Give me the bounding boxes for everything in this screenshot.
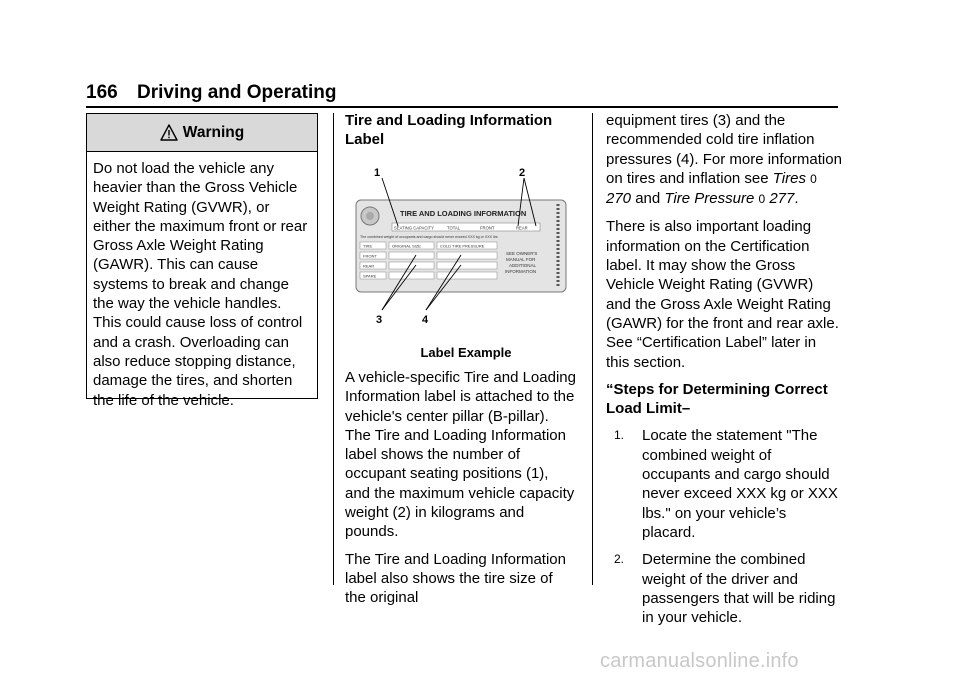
- warning-box: [86, 113, 318, 409]
- tires-page[interactable]: 270: [606, 190, 632, 208]
- list-item: [614, 426, 842, 542]
- warning-text: Do not load the vehicle any heavier than the Gross Vehicle Weight Rating (GVWR), or either the maximum front or rear Gross Axle Weight Rating (GAWR). This can cause systems to break and change the way the vehicle handles. This could cause loss of control and a crash. Overloading can also reduce stopping distance, damage the tires, and shorten the life of the vehicle.: [93, 160, 308, 409]
- page-header: [86, 82, 337, 104]
- tire-pressure-page[interactable]: 277: [769, 190, 795, 208]
- page-number: 166: [86, 82, 118, 103]
- callout-3: 3: [376, 314, 383, 326]
- sentence-period: .: [794, 190, 799, 208]
- column-separator-left: [333, 113, 334, 585]
- step-text: Determine the combined weight of the driver and passengers that will be riding in your vehicle.: [642, 551, 836, 627]
- list-item: [614, 550, 842, 627]
- right-paragraph-1-text: equipment tires (3) and the recommended cold tire inflation pressures (4). For more information on tires and inflation see: [606, 112, 842, 187]
- figure-col-tire: TIRE: [363, 243, 373, 249]
- tire-label-heading: Tire and Loading Information Label: [345, 112, 553, 149]
- tires-link[interactable]: Tires: [772, 169, 806, 187]
- warning-header: [87, 114, 317, 152]
- figure-see-owners-3: ADDITIONAL: [509, 263, 537, 268]
- figure-see-owners-1: SEE OWNER'S: [506, 251, 538, 256]
- step-text: Locate the statement "The combined weight of occupants and cargo should never exceed XXX kg or XXX lbs." on your vehicle’s placard.: [642, 427, 838, 541]
- figure-rear: REAR: [516, 225, 528, 231]
- figure-row-spare: SPARE: [363, 273, 377, 279]
- right-body: [606, 111, 842, 635]
- figure-row-front: FRONT: [363, 253, 377, 259]
- middle-paragraph-1: A vehicle-specific Tire and Loading Information label is attached to the vehicle's center pillar (B-pillar). The Tire and Loading Information label shows the number of occupant seating positions (1), and the maximum vehicle capacity weight (2) in kilograms and pounds.: [345, 369, 576, 541]
- figure-see-owners-4: INFORMATION: [505, 269, 537, 274]
- header-rule: [86, 106, 838, 108]
- callout-4: 4: [422, 314, 429, 326]
- step-number: 2.: [614, 552, 625, 567]
- column-separator-right: [592, 113, 593, 585]
- and-text: and: [631, 190, 665, 208]
- figure-row-rear: REAR: [363, 263, 375, 269]
- middle-body: [345, 368, 577, 616]
- right-paragraph-1: [606, 111, 842, 209]
- watermark: carmanualsonline.info: [600, 650, 799, 672]
- figure-caption: Label Example: [420, 345, 512, 360]
- section-title: Driving and Operating: [136, 82, 337, 103]
- figure-label-title: TIRE AND LOADING INFORMATION: [400, 209, 527, 218]
- figure-total: TOTAL: [447, 225, 461, 231]
- step-number: 1.: [614, 428, 625, 443]
- tires-ref-icon: 0: [810, 171, 817, 186]
- figure-col-cold-tire-pressure: COLD TIRE PRESSURE: [440, 243, 485, 249]
- tire-label-figure: [346, 160, 586, 340]
- callout-1: 1: [374, 167, 381, 179]
- middle-paragraph-2: The Tire and Loading Information label also shows the tire size of the original: [345, 550, 566, 607]
- steps-heading: “Steps for Determining Correct Load Limit–: [606, 380, 828, 418]
- right-paragraph-2: There is also important loading information on the Certification label. It may show the Gross Vehicle Weight Rating (GVWR) and the Gross Axle Weight Rating (GAWR) for the front and rear axle. See “Certification Label” later in this section.: [606, 218, 839, 371]
- tire-pressure-link[interactable]: Tire Pressure: [664, 190, 755, 208]
- callout-2: 2: [519, 167, 526, 179]
- steps-list: [614, 426, 842, 627]
- figure-front: FRONT: [480, 225, 495, 231]
- figure-seating-capacity: SEATING CAPACITY: [394, 225, 434, 231]
- pressure-ref-icon: 0: [758, 192, 766, 207]
- warning-title: Warning: [182, 123, 245, 141]
- figure-col-original-size: ORIGINAL SIZE: [392, 243, 421, 249]
- figure-see-owners-2: MANUAL FOR: [506, 257, 536, 262]
- warning-triangle-icon: [160, 124, 178, 141]
- figure-combined-statement: The combined weight of occupants and cargo should never exceed XXX kg or XXX lbs: [360, 235, 498, 239]
